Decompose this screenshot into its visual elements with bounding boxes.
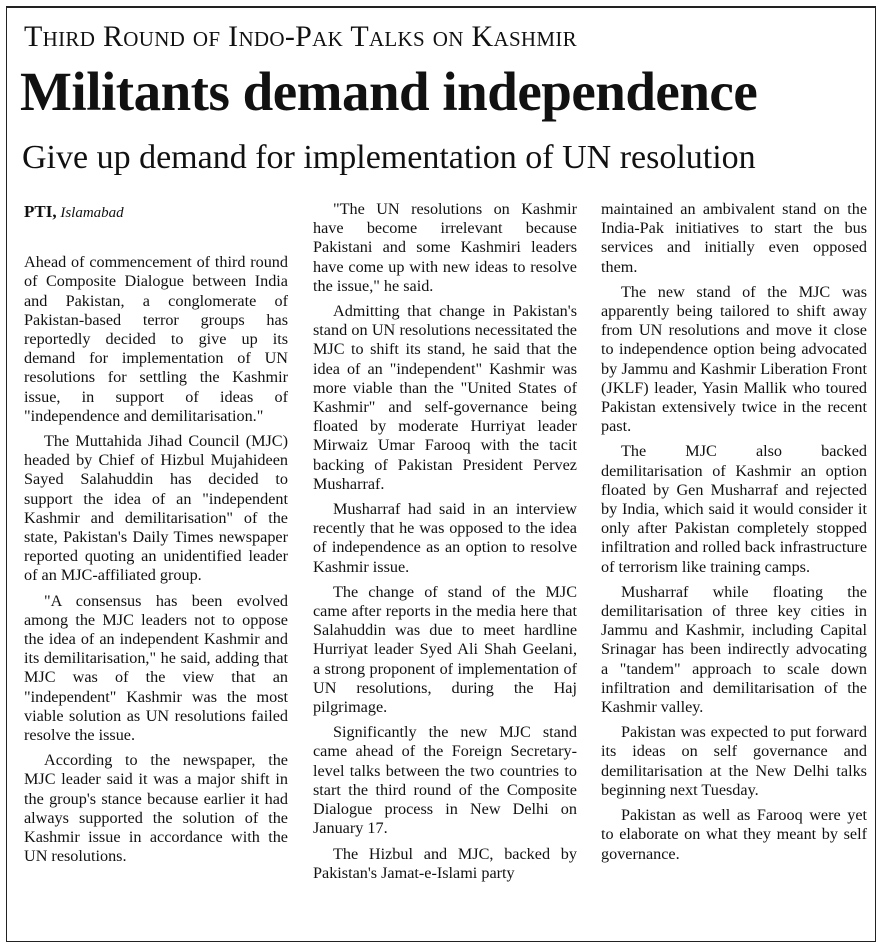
paragraph: Admitting that change in Pakistan's stand on UN resolutions necessitated the MJC to shift its stand, he said that the idea of an "independent" Kashmir was more viable than the "United States of Kashmir" and self-governance being floated by moderate Hurriyat leader Mirwaiz Umar Farooq with the tacit backing of Pakistan President Pervez Musharraf. [313, 302, 577, 493]
subheadline: Give up demand for implementation of UN resolution [22, 139, 756, 176]
kicker-text: Third Round of Indo-Pak Talks on Kashmir [24, 20, 577, 53]
paragraph-continued: maintained an ambivalent stand on the India-Pak initiatives to start the bus services and initially even opposed them. [601, 200, 867, 276]
paragraph: The new stand of the MJC was apparently being tailored to shift away from UN resolutions and move it close to independence option being advocated by Jammu and Kashmir Liberation Front (JKLF) leader, Yasin Mallik who toured Pakistan extensively twice in the recent past. [601, 282, 867, 436]
paragraph: According to the newspaper, the MJC leader said it was a major shift in the group's stance because earlier it had always supported the solution of the Kashmir issue in accordance with the UN resolutions. [24, 751, 288, 866]
paragraph: "A consensus has been evolved among the MJC leaders not to oppose the idea of an independent Kashmir and its demilitarisation," he said, adding that MJC was of the view that an "independent" Kashmir was the most viable solution as UN resolutions failed resolve the issue. [24, 591, 288, 745]
paragraph: Pakistan was expected to put forward its ideas on self governance and demilitarisation at the New Delhi talks beginning next Tuesday. [601, 723, 867, 799]
headline: Militants demand independence [20, 61, 758, 122]
paragraph: Significantly the new MJC stand came ahead of the Foreign Secretary-level talks between the two countries to start the third round of the Composite Dialogue process in New Delhi on January 17. [313, 723, 577, 838]
byline [24, 202, 288, 223]
column-1 [24, 200, 288, 873]
byline-agency: PTI, [24, 202, 57, 221]
paragraph: Musharraf had said in an interview recently that he was opposed to the idea of independence as an option to resolve Kashmir issue. [313, 500, 577, 576]
byline-place: Islamabad [60, 205, 124, 221]
paragraph: The Hizbul and MJC, backed by Pakistan's Jamat-e-Islami party [313, 844, 577, 882]
paragraph: The change of stand of the MJC came after reports in the media here that Salahuddin was due to meet hardline Hurriyat leader Syed Ali Shah Geelani, a strong proponent of implementation of UN resolutions, during the Haj pilgrimage. [313, 582, 577, 717]
paragraph: "The UN resolutions on Kashmir have become irrelevant because Pakistani and some Kashmiri leaders have come up with new ideas to resolve the issue," he said. [313, 200, 577, 295]
column-2 [313, 200, 577, 889]
paragraph: Pakistan as well as Farooq were yet to elaborate on what they meant by self governance. [601, 806, 867, 863]
paragraph: The Muttahida Jihad Council (MJC) headed by Chief of Hizbul Mujahideen Sayed Salahuddin has decided to support the idea of an "independent Kashmir and demilitarisation" of the state, Pakistan's Daily Times newspaper reported quoting an unidentified leader of an MJC-affiliated group. [24, 432, 288, 585]
kicker [24, 20, 577, 54]
paragraph: The MJC also backed demilitarisation of Kashmir an option floated by Gen Musharraf and rejected by India, which said it would consider it only after Pakistan completely stopped infiltration and rolled back infrastructure of terrorism like training camps. [601, 442, 867, 576]
paragraph: Ahead of commencement of third round of Composite Dialogue between India and Pakistan, a conglomerate of Pakistan-based terror groups has reportedly decided to give up its demand for implementation of UN resolutions for settling the Kashmir issue, in support of ideas of "independence and demilitarisation." [24, 253, 288, 425]
paragraph: Musharraf while floating the demilitarisation of three key cities in Jammu and Kashmir, including Capital Srinagar has been indirectly advocating a "tandem" approach to scale down infiltration and demilitarisation of the Kashmir valley. [601, 582, 867, 717]
column-3 [601, 200, 867, 870]
